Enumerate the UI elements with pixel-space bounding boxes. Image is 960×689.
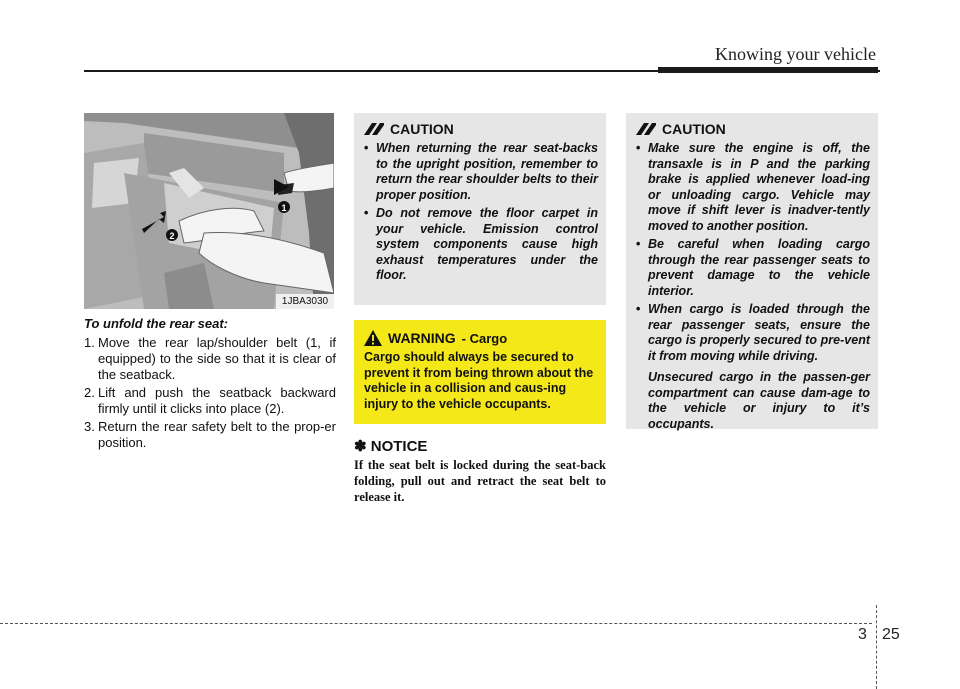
- list-item: [84, 385, 336, 417]
- step-number: 3.: [84, 419, 95, 434]
- notice-text: If the seat belt is locked during the seat-back folding, pull out and retract the seat belt to release it.: [354, 458, 606, 504]
- page-number: 25: [882, 626, 900, 643]
- caution-icon: [364, 123, 384, 135]
- notice-heading: ✽ NOTICE: [354, 438, 428, 455]
- caution-title: CAUTION: [390, 121, 454, 137]
- warning-heading: [364, 330, 598, 346]
- step-text: Lift and push the seatback backward firmly until it clicks into place (2).: [98, 385, 336, 416]
- caution-text: Be careful when loading cargo through the rear passenger seats to prevent damage to the vehicle interior.: [648, 237, 870, 298]
- caution-paragraph: Unsecured cargo in the passen-ger compartment can cause dam-age to the vehicle or injury to it’s occupants.: [648, 370, 870, 431]
- list-item: [84, 335, 336, 383]
- caution-list: [364, 141, 598, 284]
- caution-title: CAUTION: [662, 121, 726, 137]
- notice: [354, 437, 606, 505]
- caution-box-middle: [354, 113, 606, 305]
- list-item: • Make sure the engine is off, the transaxle is in P and the parking brake is applied whenever load-ing or unloading cargo. Vehicle may move if shift lever is inadver-tently moved to another position.: [636, 141, 870, 233]
- list-item: • When cargo is loaded through the rear passenger seats, ensure the cargo is properly secured to pre-vent it from moving while driving.: [636, 302, 870, 363]
- figure-code: 1JBA3030: [276, 294, 334, 309]
- chapter-number: 3: [858, 626, 867, 643]
- caution-icon: [636, 123, 656, 135]
- caution-text: When cargo is loaded through the rear passenger seats, ensure the cargo is properly secured to pre-vent it from moving while driving.: [648, 302, 870, 363]
- caution-text: Do not remove the floor carpet in your vehicle. Emission control system components cause high exhaust temperatures under the floor.: [376, 206, 598, 282]
- seat-illustration: [84, 113, 334, 309]
- caution-box-right: [626, 113, 878, 429]
- list-item: • When returning the rear seat-backs to the upright position, remember to return the rear shoulder belts to their proper position.: [364, 141, 598, 202]
- header-rule-accent: [658, 67, 878, 73]
- unfold-instructions: [84, 316, 336, 453]
- caution-text: Make sure the engine is off, the transaxle is in P and the parking brake is applied whenever load-ing or unloading cargo. Vehicle may move if shift lever is inadver-tently moved to another position.: [648, 141, 870, 233]
- warning-text: Cargo should always be secured to prevent it from being thrown about the vehicle in a collision and caus-ing injury to the vehicle occupants.: [364, 350, 594, 411]
- caution-list: [636, 141, 870, 364]
- callout-2: 2: [169, 231, 175, 241]
- caution-text: When returning the rear seat-backs to the upright position, remember to return the rear shoulder belts to their proper position.: [376, 141, 598, 202]
- step-text: Move the rear lap/shoulder belt (1, if equipped) to the side so that it is clear of the seatback.: [98, 335, 336, 382]
- warning-subtitle: - Cargo: [461, 330, 508, 346]
- seat-illustration-drawing: [84, 113, 334, 309]
- warning-title: WARNING: [388, 330, 456, 346]
- step-number: 1.: [84, 335, 95, 350]
- header-title: Knowing your vehicle: [715, 44, 876, 64]
- footer-rule: [0, 623, 872, 624]
- footer-divider: [876, 605, 877, 689]
- caution-heading: [636, 121, 870, 137]
- warning-icon: [364, 330, 382, 346]
- steps-list: [84, 335, 336, 451]
- step-text: Return the rear safety belt to the prop-er position.: [98, 419, 336, 450]
- callout-1: 1: [281, 203, 287, 213]
- list-item: • Do not remove the floor carpet in your vehicle. Emission control system components cause high exhaust temperatures under the floor.: [364, 206, 598, 282]
- step-number: 2.: [84, 385, 95, 400]
- warning-box: [354, 320, 606, 424]
- instructions-heading: To unfold the rear seat:: [84, 316, 228, 331]
- list-item: [84, 419, 336, 451]
- caution-heading: [364, 121, 598, 137]
- list-item: • Be careful when loading cargo through the rear passenger seats to prevent damage to the vehicle interior.: [636, 237, 870, 298]
